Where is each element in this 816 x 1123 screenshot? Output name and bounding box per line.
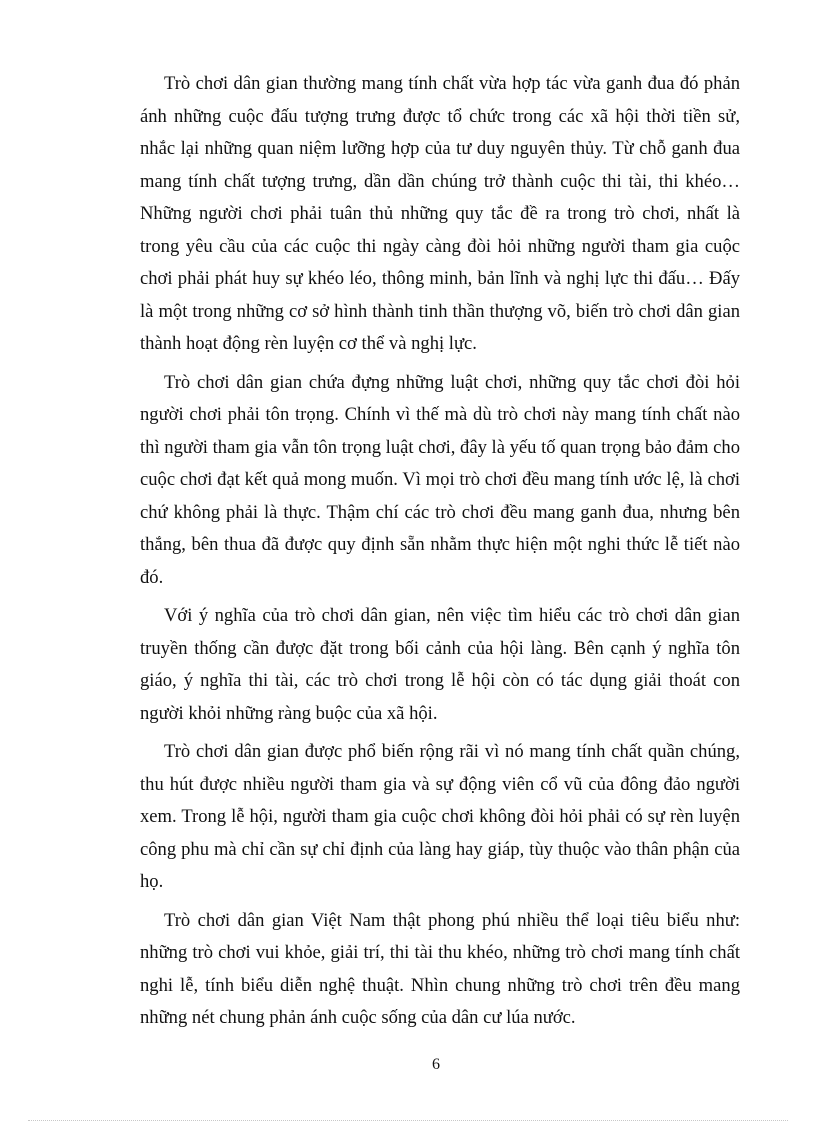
paragraph-1: Trò chơi dân gian thường mang tính chất vừa hợp tác vừa ganh đua đó phản ánh những cuộc đấu tượng trưng được tổ chức trong các xã hội thời tiền sử, nhắc lại những quan niệm lưỡng hợp của tư duy nguyên thủy. Từ chỗ ganh đua mang tính chất tượng trưng, dần dần chúng trở thành cuộc thi tài, thi khéo… Những người chơi phải tuân thủ những quy tắc đề ra trong trò chơi, nhất là trong yêu cầu của các cuộc thi ngày càng đòi hỏi những người tham gia cuộc chơi phải phát huy sự khéo léo, thông minh, bản lĩnh và nghị lực thi đấu… Đấy là một trong những cơ sở hình thành tinh thần thượng võ, biến trò chơi dân gian thành hoạt động rèn luyện cơ thể và nghị lực.: [140, 73, 740, 354]
paragraph-5: Trò chơi dân gian Việt Nam thật phong phú nhiều thể loại tiêu biểu như: những trò chơi vui khỏe, giải trí, thi tài thu khéo, những trò chơi mang tính chất nghi lễ, tính biểu diễn nghệ thuật. Nhìn chung những trò chơi trên đều mang những nét chung phản ánh cuộc sống của dân cư lúa nước.: [140, 909, 740, 1028]
paragraph-3: Với ý nghĩa của trò chơi dân gian, nên việc tìm hiểu các trò chơi dân gian truyền thống cần được đặt trong bối cảnh của hội làng. Bên cạnh ý nghĩa tôn giáo, ý nghĩa thi tài, các trò chơi trong lễ hội còn có tác dụng giải thoát con người khỏi những ràng buộc của xã hội.: [140, 605, 740, 724]
page-number: 6: [432, 1056, 440, 1073]
page-bottom-divider: [28, 1120, 788, 1121]
paragraph-4: Trò chơi dân gian được phổ biến rộng rãi vì nó mang tính chất quần chúng, thu hút được nhiều người tham gia và sự động viên cổ vũ của đông đảo người xem. Trong lễ hội, người tham gia cuộc chơi không đòi hỏi phải có sự rèn luyện công phu mà chỉ cần sự chỉ định của làng hay giáp, tùy thuộc vào thân phận của họ.: [140, 741, 740, 892]
paragraph-2: Trò chơi dân gian chứa đựng những luật chơi, những quy tắc chơi đòi hỏi người chơi phải tôn trọng. Chính vì thế mà dù trò chơi này mang tính chất nào thì người tham gia vẫn tôn trọng luật chơi, đây là yếu tố quan trọng bảo đảm cho cuộc chơi đạt kết quả mong muốn. Vì mọi trò chơi đều mang tính ước lệ, là chơi chứ không phải là thực. Thậm chí các trò chơi đều mang ganh đua, nhưng bên thắng, bên thua đã được quy định sẵn nhằm thực hiện một nghi thức lễ tiết nào đó.: [140, 371, 740, 588]
document-body: [140, 68, 740, 1041]
